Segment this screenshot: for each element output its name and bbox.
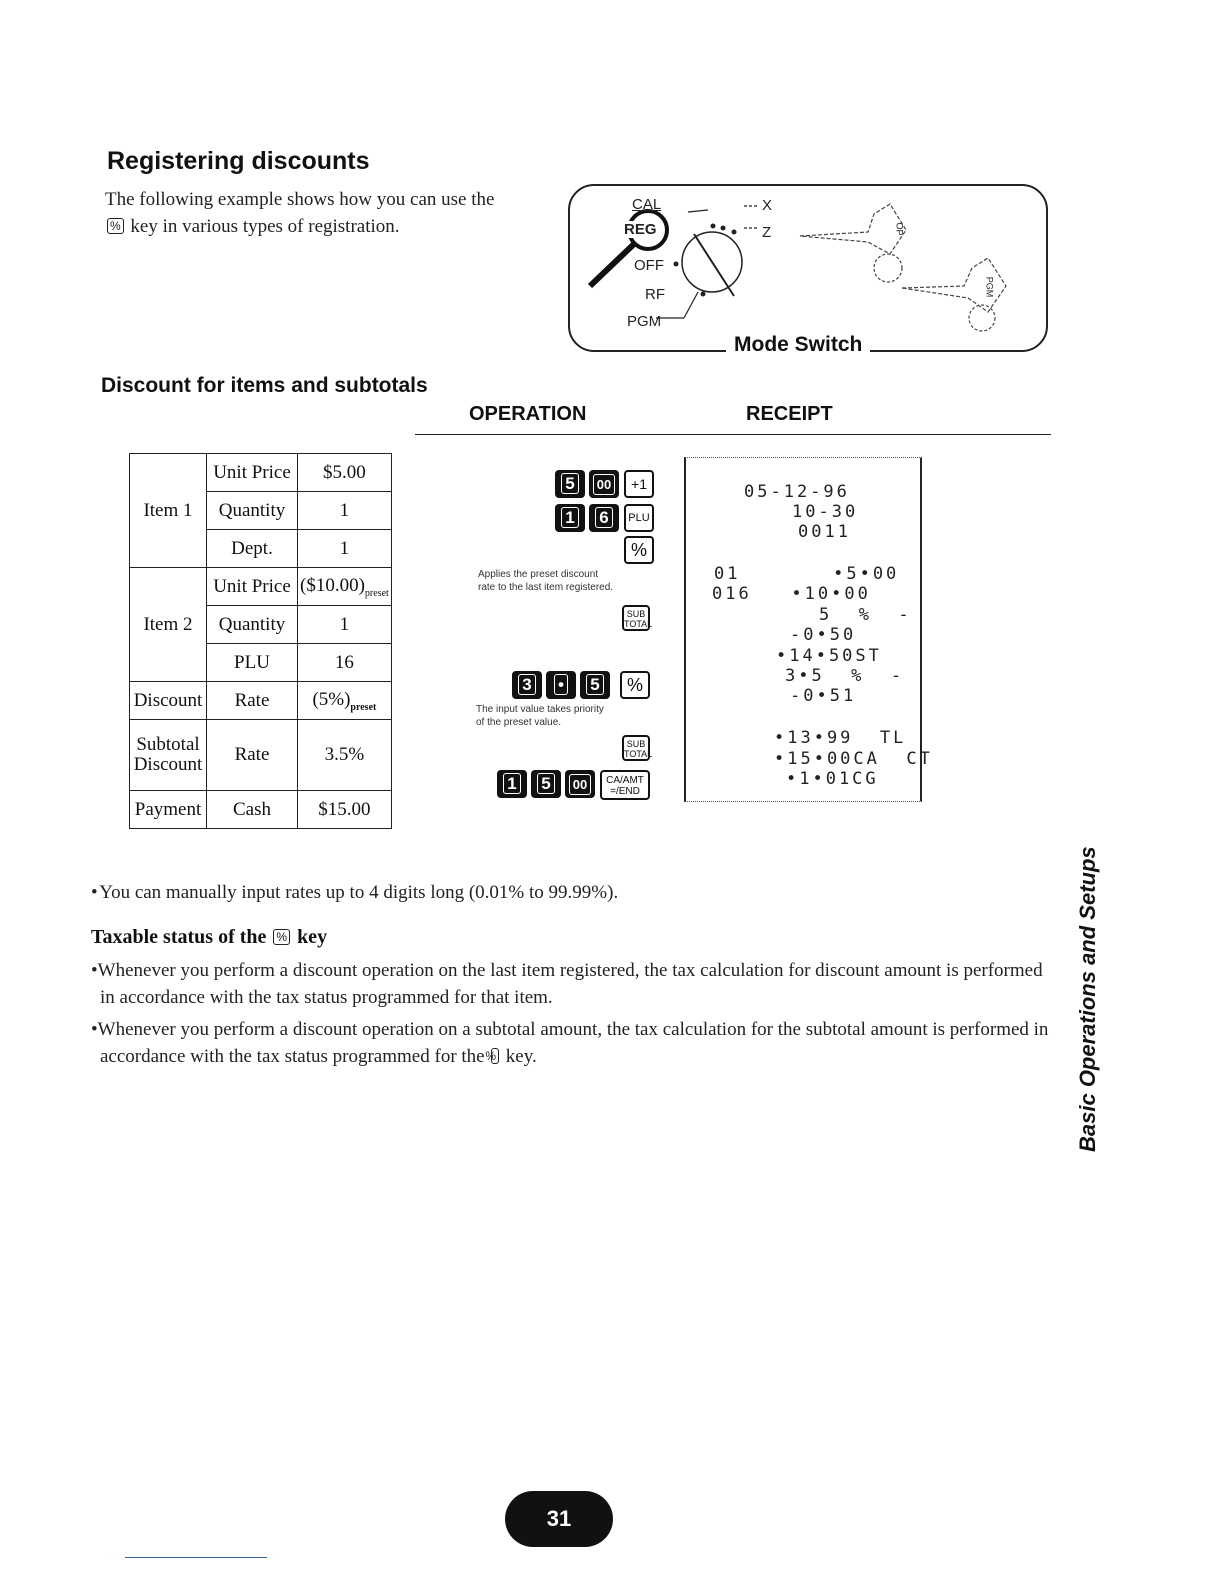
receipt-discount-amount: -0•50 [790,625,857,645]
key-percent: % [624,536,654,564]
intro-text [105,186,575,240]
note2-line2: of the preset value. [476,717,562,728]
item2-plu-label: PLU [207,644,298,682]
key-decimal: • [546,671,576,699]
receipt-sub-discount-rate: 3•5 % - [785,666,905,686]
mode-cal: CAL [632,196,662,213]
page-title: Registering discounts [107,147,370,175]
item1-quantity-label: Quantity [207,492,298,530]
op-key-label: OP [894,222,905,236]
bullet-subtotal-tax: •Whenever you perform a discount operation on a subtotal amount, the tax calculation for the subtotal amount is performed in accordance with the tax status programmed for the % key. [91,1019,1049,1067]
payment-cash: $15.00 [298,791,392,829]
side-tab [1043,830,1100,1160]
bullet-last-item-tax: •Whenever you perform a discount operation on the last item registered, the tax calculation for discount amount is performed in accordance with the tax status programmed for that item. [91,960,1043,1008]
subtotal-discount-group-line1: Subtotal [136,734,200,755]
note-input-priority [476,703,604,729]
section-title: Discount for items and subtotals [101,374,428,397]
item2-unit-price-sub: preset [364,587,389,599]
page-number: 31 [505,1491,613,1547]
item2-group: Item 2 [130,568,207,682]
item2-quantity-label: Quantity [207,606,298,644]
receipt-item2: 016 •10•00 [712,584,871,604]
intro-pre: The following example shows how you can use the [105,189,495,210]
operation-header: OPERATION [469,403,587,425]
op-key-icon [800,204,906,254]
percent-key-icon: % [273,929,290,945]
receipt-time: 10-30 [792,502,859,522]
mode-z: Z [762,224,772,241]
note1-line2: rate to the last item registered. [478,582,614,593]
subtotal-discount-rate-label: Rate [207,720,298,791]
subtotal-discount-group [130,720,207,791]
item1-unit-price: $5.00 [298,454,392,492]
item2-unit-price-cell [298,568,392,606]
receipt-subtotal: •14•50ST [776,646,882,666]
item1-dept-label: Dept. [207,530,298,568]
table-row [130,568,392,606]
key-subtotal-2: SUB TOTAL [622,735,650,761]
discount-rate-sub: preset [350,701,377,713]
receipt-date: 05-12-96 [744,482,850,502]
key-subtotal-1: SUB TOTAL [622,605,650,631]
receipt-change: •1•01CG [786,769,879,789]
percent-key-icon: % [491,1048,499,1064]
intro-post: key in various types of registration. [130,216,400,237]
item1-dept: 1 [298,530,392,568]
item2-plu: 16 [298,644,392,682]
percent-key-icon: % [107,218,124,234]
footer-rule [125,1557,267,1558]
payment-cash-label: Cash [207,791,298,829]
key-1b: 1 [497,770,527,798]
key-5: 5 [555,470,585,498]
example-table [129,453,392,829]
discount-rate: (5%) [312,688,351,710]
table-row [130,720,392,791]
item1-quantity: 1 [298,492,392,530]
side-tab-label: Basic Operations and Setups [1075,846,1100,1152]
item2-unit-price: ($10.00) [300,574,365,596]
taxable-status-heading: Taxable status of the % key [91,926,328,948]
item1-group: Item 1 [130,454,207,568]
note1-line1: Applies the preset discount [478,569,599,580]
mode-switch-label: Mode Switch [726,333,870,357]
receipt-consecutive: 0011 [798,522,851,542]
table-row [130,791,392,829]
item2-unit-price-label: Unit Price [207,568,298,606]
mode-rf: RF [645,286,665,303]
subtotal-discount-rate: 3.5% [298,720,392,791]
key-dept-1: +1 [624,470,654,498]
mode-pgm: PGM [627,313,662,330]
item1-unit-price-label: Unit Price [207,454,298,492]
receipt-sub-discount-amount: -0•51 [790,686,857,706]
note-preset-discount [478,568,613,594]
bullet-rate-range: • You can manually input rates up to 4 digits long (0.01% to 99.99%). [91,882,619,903]
receipt-discount-rate: 5 % - [819,605,912,625]
discount-group: Discount [130,682,207,720]
mode-off: OFF [634,257,664,274]
pgm-key-label: PGM [984,276,995,298]
mode-x: X [762,197,773,214]
receipt-total: •13•99 TL [774,728,907,748]
table-row [130,454,392,492]
receipt-cash: •15•00CA CT [774,749,933,769]
receipt [684,457,933,802]
discount-rate-label: Rate [207,682,298,720]
key-1: 1 [555,504,585,532]
note2-line1: The input value takes priority [476,704,604,715]
key-3: 3 [512,671,542,699]
key-00: 00 [589,470,619,498]
discount-rate-cell [298,682,392,720]
key-cash-amt: CA/AMT =/END [600,770,650,800]
item2-quantity: 1 [298,606,392,644]
payment-group: Payment [130,791,207,829]
key-percent-2: % [620,671,650,699]
key-plu: PLU [624,504,654,532]
receipt-header: RECEIPT [746,403,833,425]
subtotal-discount-group-line2: Discount [133,754,203,775]
receipt-item1: 01 •5•00 [714,564,900,584]
key-5b: 5 [580,671,610,699]
table-row [130,682,392,720]
key-00b: 00 [565,770,595,798]
key-5c: 5 [531,770,561,798]
mode-reg: REG [624,221,657,238]
key-6: 6 [589,504,619,532]
header-rule [415,434,1051,435]
